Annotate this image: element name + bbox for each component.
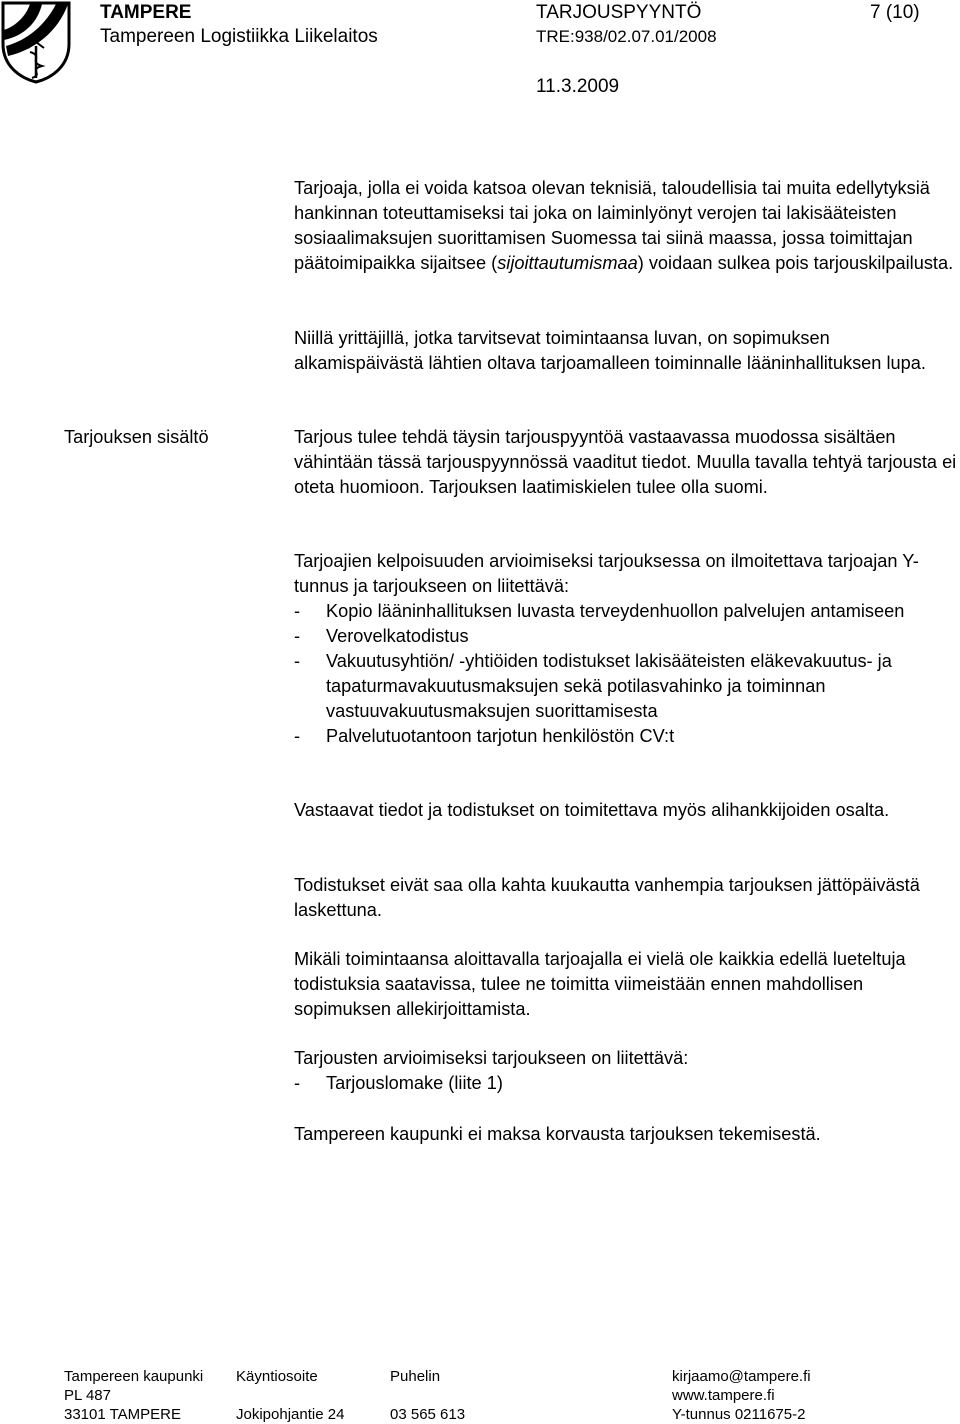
footer-phone: 03 565 613: [390, 1406, 466, 1423]
list-item: [294, 724, 960, 749]
tampere-logo: [0, 0, 72, 84]
list-dash: -: [294, 1073, 301, 1093]
paragraph-qualification: [294, 549, 960, 749]
list-dash: -: [294, 726, 301, 746]
paragraph-subcontractors-text: Vastaavat tiedot ja todistukset on toimitettava myös alihankkijoiden osalta.: [294, 800, 890, 820]
list-item: [294, 1071, 960, 1096]
list-item-text: Palvelutuotantoon tarjotun henkilöstön CV:t: [326, 726, 675, 746]
paragraph-exclusion: [294, 176, 960, 276]
paragraph-qualification-text: Tarjoajien kelpoisuuden arvioimiseksi tarjouksessa on ilmoitettava tarjoajan Y-tunnus ja tarjoukseen on liitettävä:: [294, 551, 919, 596]
header-doc-type: TARJOUSPYYNTÖ: [536, 2, 702, 23]
section-label-offer-content: Tarjouksen sisältö: [64, 427, 209, 447]
footer-row-3: [64, 1406, 944, 1424]
header-date: 11.3.2009: [536, 76, 620, 97]
footer-row-2: [64, 1387, 944, 1405]
list-item: [294, 649, 960, 724]
footer-email-link[interactable]: kirjaamo@tampere.fi: [672, 1368, 811, 1385]
paragraph-certificate-age: [294, 873, 960, 923]
list-item: [294, 624, 960, 649]
list-item: [294, 599, 960, 624]
paragraph-exclusion-text-a: Tarjoaja, jolla ei voida katsoa olevan teknisiä, taloudellisia tai muita edellytyksiä hankinnan toteuttamiseksi tai joka on laiminlyönyt verojen tai lakisääteisten sosiaalimaksujen suorittamisen Suomessa tai siinä maassa, jossa toimittajan päätoimipaikka sijaitsee (: [294, 178, 930, 273]
footer-visit-address: Jokipohjantie 24: [236, 1406, 345, 1423]
paragraph-evaluation-attachments: [294, 1046, 960, 1096]
list-dash: -: [294, 651, 301, 671]
footer-postal: 33101 TAMPERE: [64, 1406, 182, 1423]
paragraph-license-text: Niillä yrittäjillä, jotka tarvitsevat toimintaansa luvan, on sopimuksen alkamispäivästä lähtien oltava tarjoamalleen toiminnalle lääninhallituksen lupa.: [294, 328, 926, 373]
paragraph-certificate-age-text: Todistukset eivät saa olla kahta kuukautta vanhempia tarjouksen jättöpäivästä laskettuna.: [294, 875, 920, 920]
paragraph-no-compensation-text: Tampereen kaupunki ei maksa korvausta tarjouksen tekemisestä.: [294, 1124, 821, 1144]
list-dash: -: [294, 601, 301, 621]
paragraph-license: [294, 326, 960, 376]
footer-po-box: PL 487: [64, 1387, 111, 1404]
footer-phone-label: Puhelin: [390, 1368, 441, 1385]
paragraph-exclusion-emphasis: sijoittautumismaa: [497, 253, 638, 273]
paragraph-subcontractors: [294, 798, 960, 823]
list-dash: -: [294, 626, 301, 646]
list-item-text: Vakuutusyhtiön/ -yhtiöiden todistukset lakisääteisten eläkevakuutus- ja tapaturmavakuutusmaksujen sekä potilasvahinko ja toiminnan vastuuvakuutusmaksujen suorittamisesta: [326, 651, 892, 721]
footer-visit-label: Käyntiosoite: [236, 1368, 318, 1385]
list-item-text: Tarjouslomake (liite 1): [326, 1073, 503, 1093]
paragraph-offer-format: [294, 425, 960, 500]
footer-business-id: Y-tunnus 0211675-2: [672, 1406, 806, 1423]
header-page-number: 7 (10): [870, 2, 920, 23]
list-item-text: Verovelkatodistus: [326, 626, 469, 646]
attachment-list: [294, 599, 960, 749]
paragraph-evaluation-attachments-text: Tarjousten arvioimiseksi tarjoukseen on liitettävä:: [294, 1048, 689, 1068]
header-org-unit: Tampereen Logistiikka Liikelaitos: [100, 26, 378, 47]
paragraph-no-compensation: [294, 1122, 960, 1147]
paragraph-new-operators-text: Mikäli toimintaansa aloittavalla tarjoajalla ei vielä ole kaikkia edellä lueteltuja todistuksia saatavissa, tulee ne toimitta viimeistään ennen mahdollisen sopimuksen allekirjoittamista.: [294, 949, 906, 1019]
header-org-name: TAMPERE: [100, 2, 192, 23]
paragraph-exclusion-text-b: ) voidaan sulkea pois tarjouskilpailusta.: [637, 253, 954, 273]
list-item-text: Kopio lääninhallituksen luvasta terveydenhuollon palvelujen antamiseen: [326, 601, 905, 621]
footer-org: Tampereen kaupunki: [64, 1368, 204, 1385]
paragraph-new-operators: [294, 947, 960, 1022]
paragraph-offer-format-text: Tarjous tulee tehdä täysin tarjouspyyntöä vastaavassa muodossa sisältäen vähintään tässä tarjouspyynnössä vaaditut tiedot. Muulla tavalla tehtyä tarjousta ei oteta huomioon. Tarjouksen laatimiskielen tulee olla suomi.: [294, 427, 957, 497]
header-reference: TRE:938/02.07.01/2008: [536, 27, 717, 46]
footer-web-link[interactable]: www.tampere.fi: [672, 1387, 775, 1404]
evaluation-attachment-list: [294, 1071, 960, 1096]
footer-row-1: [64, 1368, 944, 1386]
